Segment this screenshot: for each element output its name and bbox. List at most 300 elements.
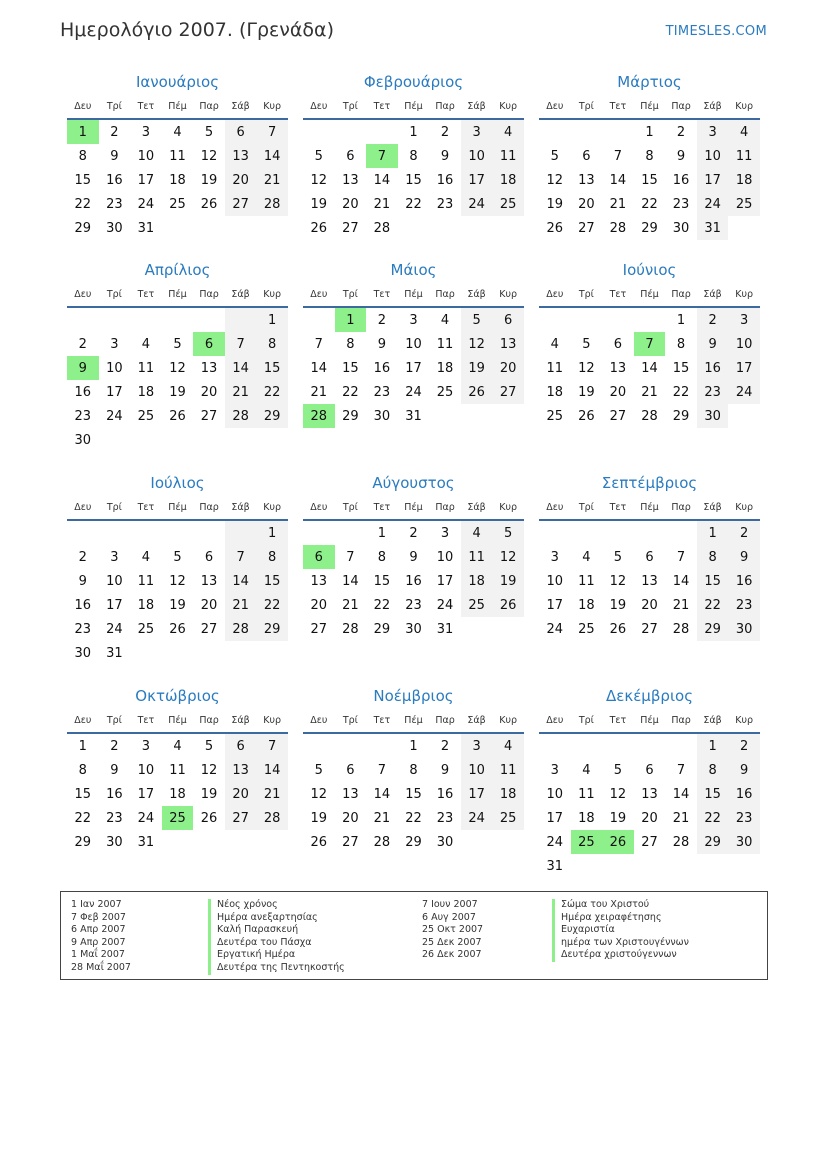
day-cell: 15 <box>672 360 690 376</box>
day-cell: 20 <box>200 384 218 400</box>
legend-entry: Ευχαριστία <box>552 924 689 937</box>
page-title: Ημερολόγιο 2007. (Γρενάδα) <box>60 19 334 41</box>
day-cell: 10 <box>461 758 493 782</box>
legend-entry: Δευτέρα του Πάσχα <box>208 937 345 950</box>
weekday-label: Δευ <box>310 100 328 112</box>
day-cell: 16 <box>373 360 391 376</box>
day-cell: 20 <box>641 810 658 826</box>
day-cell: 1 <box>256 308 288 332</box>
day-cell: 9 <box>697 332 729 356</box>
day-cell: 7 <box>314 336 323 352</box>
empty-cell <box>225 641 257 665</box>
weekday-header <box>67 282 288 308</box>
day-cell: 17 <box>137 786 155 802</box>
day-cell: 23 <box>405 597 422 613</box>
legend-entry: Δευτέρα χριστούγεννων <box>552 949 689 962</box>
days-grid <box>539 521 760 641</box>
day-cell: 25 <box>728 192 760 216</box>
day-cell: 15 <box>405 172 422 188</box>
day-cell: 15 <box>74 172 92 188</box>
legend-entry: 7 Ιουν 2007 <box>422 899 478 910</box>
weekday-header <box>539 94 760 120</box>
day-cell: 7 <box>377 762 387 778</box>
day-cell: 31 <box>137 220 155 236</box>
day-cell: 20 <box>578 196 595 212</box>
day-cell: 11 <box>578 786 595 802</box>
month-name: Αύγουστος <box>372 474 455 492</box>
weekday-label: Δευ <box>310 288 328 300</box>
empty-cell <box>225 216 257 240</box>
days-grid <box>303 521 524 641</box>
day-cell: 9 <box>409 549 418 565</box>
weekday-label: Σάβ <box>231 501 250 513</box>
empty-cell <box>398 216 430 240</box>
day-cell: 14 <box>342 573 359 589</box>
day-cell: 20 <box>641 597 658 613</box>
empty-cell <box>162 308 194 332</box>
day-cell: 19 <box>609 810 627 826</box>
weekday-label: Παρ <box>199 501 219 513</box>
day-cell: 17 <box>436 573 454 589</box>
empty-cell <box>634 521 666 545</box>
weekday-label: Τρί <box>578 714 594 726</box>
day-cell: 17 <box>546 597 564 613</box>
weekday-label: Τετ <box>609 288 627 300</box>
day-cell: 7 <box>225 332 257 356</box>
weekday-label: Παρ <box>671 288 691 300</box>
day-cell: 2 <box>78 336 87 352</box>
holiday-day-cell: 6 <box>303 545 335 569</box>
weekday-label: Τετ <box>137 714 155 726</box>
weekday-label: Κυρ <box>499 288 518 300</box>
day-cell: 3 <box>461 120 493 144</box>
weekday-label: Τρί <box>106 100 122 112</box>
legend-entry: Εργατική Ημέρα <box>208 949 345 962</box>
weekday-label: Σάβ <box>703 288 722 300</box>
weekday-label: Τρί <box>106 714 122 726</box>
weekday-header <box>539 282 760 308</box>
day-cell: 6 <box>204 549 214 565</box>
day-cell: 10 <box>436 549 454 565</box>
day-cell: 19 <box>169 597 186 613</box>
day-cell: 2 <box>440 124 450 140</box>
empty-cell <box>634 308 666 332</box>
day-cell: 6 <box>645 549 654 565</box>
day-cell: 20 <box>492 356 524 380</box>
day-cell: 18 <box>137 597 155 613</box>
day-cell: 8 <box>697 545 729 569</box>
day-cell: 13 <box>609 360 627 376</box>
empty-cell <box>303 734 335 758</box>
day-cell: 14 <box>225 569 257 593</box>
day-cell: 4 <box>173 124 182 140</box>
day-cell: 21 <box>672 810 690 826</box>
day-cell: 29 <box>342 408 359 424</box>
day-cell: 26 <box>169 408 186 424</box>
day-cell: 4 <box>582 762 591 778</box>
day-cell: 14 <box>672 573 690 589</box>
empty-cell <box>130 308 162 332</box>
day-cell: 29 <box>256 617 288 641</box>
weekday-label: Πέμ <box>404 100 423 112</box>
empty-cell <box>461 404 493 428</box>
day-cell: 5 <box>314 762 323 778</box>
day-cell: 13 <box>342 172 359 188</box>
day-cell: 18 <box>169 172 186 188</box>
weekday-label: Παρ <box>435 288 455 300</box>
day-cell: 29 <box>697 617 729 641</box>
weekday-label: Τρί <box>578 100 594 112</box>
empty-cell <box>429 404 461 428</box>
empty-cell <box>256 830 288 854</box>
day-cell: 19 <box>546 196 564 212</box>
day-cell: 5 <box>613 762 623 778</box>
weekday-label: Πέμ <box>168 100 187 112</box>
day-cell: 21 <box>373 810 391 826</box>
day-cell: 23 <box>728 806 760 830</box>
day-cell: 28 <box>609 220 627 236</box>
empty-cell <box>492 216 524 240</box>
holiday-day-cell: 7 <box>634 332 666 356</box>
day-cell: 11 <box>169 148 186 164</box>
day-cell: 15 <box>256 356 288 380</box>
empty-cell <box>571 308 603 332</box>
day-cell: 28 <box>373 834 391 850</box>
day-cell: 8 <box>377 549 387 565</box>
day-cell: 4 <box>440 312 450 328</box>
day-cell: 2 <box>110 738 119 754</box>
day-cell: 15 <box>256 569 288 593</box>
day-cell: 24 <box>137 810 155 826</box>
empty-cell <box>665 734 697 758</box>
day-cell: 7 <box>256 734 288 758</box>
day-cell: 19 <box>461 356 493 380</box>
empty-cell <box>366 734 398 758</box>
day-cell: 23 <box>672 196 690 212</box>
day-cell: 3 <box>110 549 119 565</box>
day-cell: 26 <box>200 810 218 826</box>
days-grid <box>303 734 524 854</box>
weekday-header <box>67 495 288 521</box>
day-cell: 23 <box>436 196 454 212</box>
day-cell: 2 <box>697 308 729 332</box>
weekday-label: Τρί <box>578 501 594 513</box>
day-cell: 20 <box>342 196 359 212</box>
day-cell: 14 <box>641 360 658 376</box>
day-cell: 20 <box>200 597 218 613</box>
site-link[interactable]: TIMESLES.COM <box>665 24 767 39</box>
month-12 <box>539 684 760 878</box>
day-cell: 30 <box>728 617 760 641</box>
day-cell: 19 <box>200 172 218 188</box>
empty-cell <box>571 734 603 758</box>
day-cell: 19 <box>492 569 524 593</box>
weekday-label: Τετ <box>137 100 155 112</box>
day-cell: 5 <box>613 549 623 565</box>
day-cell: 11 <box>492 758 524 782</box>
day-cell: 17 <box>461 168 493 192</box>
day-cell: 7 <box>346 549 355 565</box>
day-cell: 6 <box>225 734 257 758</box>
weekday-label: Τετ <box>373 288 391 300</box>
days-grid <box>303 120 524 240</box>
empty-cell <box>429 216 461 240</box>
empty-cell <box>67 308 99 332</box>
empty-cell <box>571 521 603 545</box>
day-cell: 2 <box>110 124 119 140</box>
empty-cell <box>67 521 99 545</box>
day-cell: 28 <box>373 220 391 236</box>
day-cell: 31 <box>106 645 123 661</box>
legend-entry: Νέος χρόνος <box>208 899 345 912</box>
month-name: Απρίλιος <box>144 261 211 279</box>
day-cell: 24 <box>697 192 729 216</box>
weekday-label: Παρ <box>435 714 455 726</box>
day-cell: 7 <box>676 549 686 565</box>
day-cell: 27 <box>200 408 218 424</box>
day-cell: 2 <box>728 734 760 758</box>
month-name: Νοέμβριος <box>373 687 454 705</box>
day-cell: 4 <box>582 549 591 565</box>
day-cell: 15 <box>342 360 359 376</box>
day-cell: 12 <box>200 762 218 778</box>
empty-cell <box>193 830 225 854</box>
day-cell: 25 <box>436 384 454 400</box>
weekday-header <box>303 708 524 734</box>
day-cell: 2 <box>728 521 760 545</box>
day-cell: 19 <box>169 384 186 400</box>
day-cell: 24 <box>436 597 454 613</box>
day-cell: 21 <box>310 384 328 400</box>
day-cell: 22 <box>405 196 422 212</box>
empty-cell <box>225 830 257 854</box>
day-cell: 30 <box>106 834 123 850</box>
day-cell: 8 <box>78 148 87 164</box>
legend-names-right <box>552 899 689 962</box>
holiday-day-cell: 1 <box>67 120 99 144</box>
day-cell: 8 <box>346 336 355 352</box>
legend-entry: 6 Αυγ 2007 <box>422 911 476 923</box>
empty-cell <box>461 617 493 641</box>
day-cell: 21 <box>641 384 658 400</box>
day-cell: 16 <box>697 356 729 380</box>
day-cell: 11 <box>461 545 493 569</box>
day-cell: 27 <box>225 192 257 216</box>
legend-entry: 1 Ιαν 2007 <box>71 899 122 910</box>
weekday-label: Παρ <box>435 501 455 513</box>
empty-cell <box>193 428 225 452</box>
empty-cell <box>130 641 162 665</box>
day-cell: 14 <box>256 758 288 782</box>
day-cell: 17 <box>137 172 155 188</box>
month-name: Φεβρουάριος <box>363 73 464 91</box>
weekday-label: Κυρ <box>735 288 754 300</box>
empty-cell <box>256 641 288 665</box>
month-3 <box>539 70 760 240</box>
empty-cell <box>665 521 697 545</box>
empty-cell <box>492 617 524 641</box>
empty-cell <box>634 734 666 758</box>
empty-cell <box>303 308 335 332</box>
day-cell: 16 <box>74 384 92 400</box>
weekday-label: Δευ <box>74 714 92 726</box>
day-cell: 24 <box>461 192 493 216</box>
weekday-label: Πέμ <box>404 288 423 300</box>
day-cell: 5 <box>492 521 524 545</box>
day-cell: 12 <box>578 360 595 376</box>
day-cell: 27 <box>609 408 627 424</box>
weekday-label: Κυρ <box>499 100 518 112</box>
empty-cell <box>571 120 603 144</box>
day-cell: 23 <box>74 408 92 424</box>
day-cell: 7 <box>613 148 623 164</box>
day-cell: 15 <box>74 786 92 802</box>
day-cell: 12 <box>609 573 627 589</box>
day-cell: 25 <box>546 408 564 424</box>
day-cell: 28 <box>672 834 690 850</box>
empty-cell <box>539 120 571 144</box>
day-cell: 22 <box>74 196 92 212</box>
day-cell: 28 <box>342 621 359 637</box>
weekday-label: Κυρ <box>735 501 754 513</box>
day-cell: 7 <box>676 762 686 778</box>
day-cell: 29 <box>641 220 658 236</box>
weekday-label: Πέμ <box>404 501 423 513</box>
day-cell: 23 <box>106 196 123 212</box>
weekday-label: Κυρ <box>735 714 754 726</box>
day-cell: 13 <box>492 332 524 356</box>
day-cell: 17 <box>461 782 493 806</box>
day-cell: 17 <box>106 597 123 613</box>
empty-cell <box>728 854 760 878</box>
day-cell: 20 <box>310 597 328 613</box>
day-cell: 4 <box>728 120 760 144</box>
day-cell: 16 <box>728 782 760 806</box>
month-10 <box>67 684 288 854</box>
day-cell: 9 <box>440 148 450 164</box>
month-name: Ιούνιος <box>622 261 677 279</box>
legend-entry: 25 Δεκ 2007 <box>422 936 482 948</box>
month-name: Σεπτέμβριος <box>601 474 698 492</box>
day-cell: 31 <box>405 408 422 424</box>
legend-entry: Ημέρα χειραφέτησης <box>552 912 689 925</box>
weekday-label: Κυρ <box>499 501 518 513</box>
day-cell: 16 <box>106 786 123 802</box>
empty-cell <box>634 854 666 878</box>
holiday-day-cell: 7 <box>366 144 398 168</box>
empty-cell <box>162 830 194 854</box>
day-cell: 24 <box>546 834 564 850</box>
weekday-label: Τετ <box>609 714 627 726</box>
empty-cell <box>193 216 225 240</box>
empty-cell <box>539 521 571 545</box>
weekday-header <box>303 94 524 120</box>
day-cell: 3 <box>409 312 418 328</box>
day-cell: 8 <box>645 148 654 164</box>
day-cell: 16 <box>106 172 123 188</box>
day-cell: 12 <box>310 786 328 802</box>
weekday-header <box>67 708 288 734</box>
day-cell: 22 <box>256 593 288 617</box>
day-cell: 2 <box>409 525 418 541</box>
day-cell: 27 <box>225 806 257 830</box>
day-cell: 27 <box>578 220 595 236</box>
day-cell: 1 <box>409 738 418 754</box>
day-cell: 18 <box>578 810 595 826</box>
day-cell: 8 <box>409 762 418 778</box>
month-8 <box>303 471 524 641</box>
days-grid <box>539 308 760 428</box>
day-cell: 9 <box>78 573 87 589</box>
weekday-label: Σάβ <box>231 288 250 300</box>
day-cell: 11 <box>169 762 186 778</box>
weekday-label: Σάβ <box>467 714 486 726</box>
empty-cell <box>99 428 131 452</box>
days-grid <box>67 734 288 854</box>
empty-cell <box>162 521 194 545</box>
day-cell: 26 <box>609 621 627 637</box>
day-cell: 29 <box>697 830 729 854</box>
day-cell: 10 <box>405 336 422 352</box>
day-cell: 13 <box>225 758 257 782</box>
day-cell: 3 <box>697 120 729 144</box>
day-cell: 4 <box>141 549 151 565</box>
day-cell: 20 <box>609 384 627 400</box>
day-cell: 30 <box>436 834 454 850</box>
day-cell: 23 <box>74 621 92 637</box>
empty-cell <box>225 521 257 545</box>
day-cell: 24 <box>461 806 493 830</box>
day-cell: 10 <box>728 332 760 356</box>
day-cell: 28 <box>225 404 257 428</box>
weekday-label: Πέμ <box>168 501 187 513</box>
weekday-label: Τετ <box>609 501 627 513</box>
day-cell: 15 <box>697 782 729 806</box>
weekday-label: Κυρ <box>263 288 282 300</box>
day-cell: 22 <box>405 810 422 826</box>
weekday-label: Σάβ <box>703 100 722 112</box>
weekday-label: Δευ <box>546 714 564 726</box>
weekday-label: Κυρ <box>263 714 282 726</box>
day-cell: 31 <box>137 834 155 850</box>
day-cell: 25 <box>492 806 524 830</box>
month-11 <box>303 684 524 854</box>
day-cell: 18 <box>137 384 155 400</box>
legend-entry: 28 Μαΐ 2007 <box>71 961 131 973</box>
day-cell: 5 <box>173 549 182 565</box>
legend-dates-right <box>422 899 483 962</box>
day-cell: 19 <box>609 597 627 613</box>
day-cell: 24 <box>106 621 123 637</box>
day-cell: 5 <box>314 148 323 164</box>
day-cell: 1 <box>409 124 418 140</box>
day-cell: 11 <box>728 144 760 168</box>
day-cell: 28 <box>672 621 690 637</box>
empty-cell <box>162 428 194 452</box>
day-cell: 21 <box>609 196 627 212</box>
weekday-label: Τετ <box>373 501 391 513</box>
day-cell: 22 <box>672 384 690 400</box>
day-cell: 9 <box>676 148 686 164</box>
day-cell: 8 <box>256 332 288 356</box>
day-cell: 2 <box>440 738 450 754</box>
day-cell: 23 <box>106 810 123 826</box>
day-cell: 20 <box>342 810 359 826</box>
day-cell: 4 <box>550 336 559 352</box>
day-cell: 14 <box>373 786 391 802</box>
day-cell: 12 <box>609 786 627 802</box>
day-cell: 22 <box>342 384 359 400</box>
